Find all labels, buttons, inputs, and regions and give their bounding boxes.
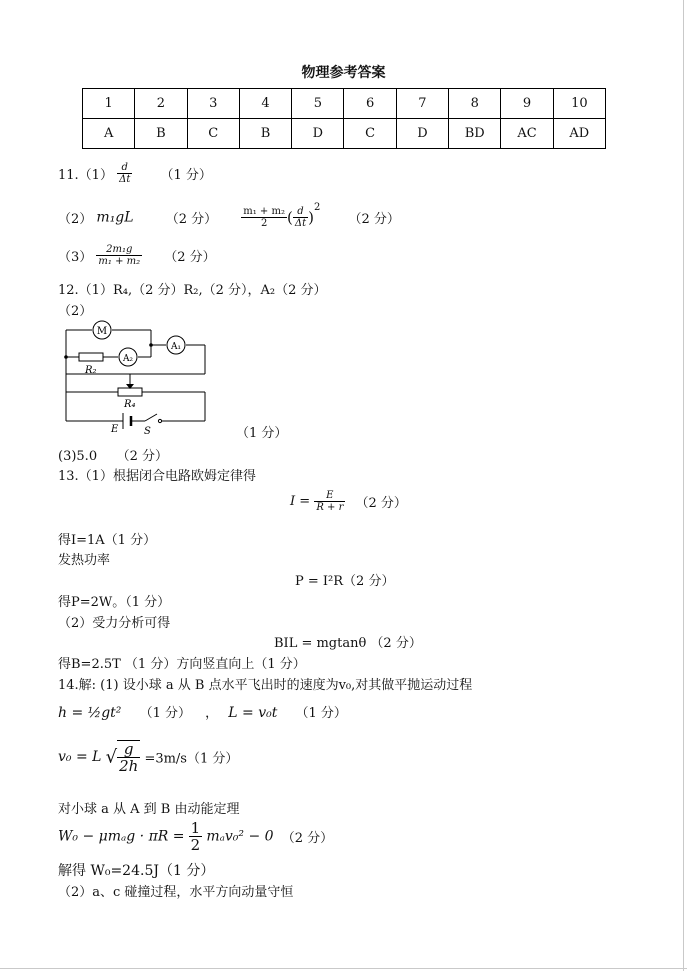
answer-table-number-row [83, 89, 606, 119]
table-cell: 3 [187, 89, 239, 119]
battery-icon [123, 413, 131, 429]
fraction-denominator: Δt [294, 218, 307, 229]
q13-line5: （2）受力分析可得 [58, 616, 171, 631]
table-cell: D [292, 119, 344, 149]
q14-eq1 [58, 702, 347, 721]
q12-circuit-score: （1 分） [236, 426, 288, 441]
q14-eq1b: L = v₀t [228, 705, 278, 721]
fraction-numerator: E [314, 490, 345, 502]
table-cell: 7 [396, 89, 448, 119]
fraction-denominator: 2 [260, 218, 268, 229]
q11-part2 [58, 201, 400, 229]
circuit-diagram [55, 318, 220, 438]
q11-p3-fraction [96, 244, 142, 267]
resistor-r2-icon [79, 353, 103, 361]
emf-e-label: E [111, 424, 119, 435]
q14-eq2 [58, 740, 238, 774]
q14-eq1b-score: （1 分） [295, 706, 347, 721]
q11-p2b-coefficient [241, 206, 287, 229]
fraction-denominator: 2 [190, 836, 201, 854]
q13-line2: 得I=1A（1 分） [58, 533, 157, 548]
fraction-numerator: m₁ + m₂ [243, 206, 285, 217]
resistor-r2-label: R₂ [85, 365, 97, 376]
q13-line4: 得P=2W。（1 分） [58, 595, 171, 610]
q14-eq3-half [189, 820, 203, 853]
q14-eq2-rhs: =3m/s（1 分） [144, 751, 239, 767]
q11-p3-score: （2 分） [164, 250, 216, 265]
table-cell: B [239, 119, 291, 149]
q13-eq1-fraction [314, 490, 345, 513]
q11-p2-score: （2 分） [165, 212, 218, 227]
q11-p2b-exponent: 2 [313, 201, 321, 213]
fraction-numerator: 1 [190, 819, 201, 837]
table-cell: 1 [83, 89, 135, 119]
q11-label: 11.（1） [58, 168, 113, 183]
table-cell: 6 [344, 89, 396, 119]
meter-a1-label: A₁ [170, 342, 182, 352]
circuit-node-icon [64, 355, 68, 359]
q13-eq1-lhs: I = [290, 494, 311, 509]
q12-line3: (3)5.0 （2 分） [58, 449, 168, 464]
switch-s-label: S [144, 426, 151, 437]
page-edge-bottom [0, 968, 687, 969]
page-edge-right [683, 0, 684, 971]
q11-p1-score: （1 分） [160, 168, 212, 183]
q14-eq3 [58, 820, 333, 853]
circuit-node-icon [149, 343, 153, 347]
table-cell: A [83, 119, 135, 149]
q13-eq2: P = I²R（2 分） [295, 574, 395, 589]
meter-a2-label: A₂ [122, 354, 134, 364]
switch-contact-icon [158, 419, 161, 422]
q11-p2b-inner-fraction [293, 206, 308, 229]
table-cell: 10 [553, 89, 605, 119]
q13-line1: 13.（1）根据闭合电路欧姆定律得 [58, 469, 256, 484]
q14-line1: 14.解: (1) 设小球 a 从 B 点水平飞出时的速度为v₀,对其做平抛运动过程 [58, 678, 473, 693]
q14-eq2-lhs: v₀ = L [58, 749, 102, 765]
fraction-denominator: 2h [119, 757, 139, 775]
q11-part1 [58, 162, 212, 185]
fraction-numerator: 2m₁g [96, 244, 142, 256]
table-cell: D [396, 119, 448, 149]
q14-eq3-score: （2 分） [281, 831, 334, 846]
fraction-denominator: Δt [119, 174, 131, 185]
q13-line3: 发热功率 [58, 553, 111, 568]
q14-line2: 对小球 a 从 A 到 B 由动能定理 [58, 802, 240, 817]
q11-p3-label: （3） [58, 250, 93, 265]
q14-line3: 解得 W₀=24.5J（1 分） [58, 863, 215, 879]
fraction-numerator: d [293, 206, 308, 218]
q14-eq2-sqrt-fraction [117, 740, 140, 774]
q11-p2-expression: m₁gL [96, 209, 134, 226]
table-cell: C [187, 119, 239, 149]
table-cell: 2 [135, 89, 187, 119]
q14-eq3-lhs: W₀ − μmₐg · πR = [58, 828, 185, 845]
q13-eq3: BIL = mgtanθ （2 分） [274, 636, 422, 651]
q14-eq1a-score: （1 分） [139, 706, 191, 721]
q11-p2b-score: （2 分） [348, 212, 400, 227]
table-cell: 9 [501, 89, 553, 119]
sqrt-icon: √ [105, 746, 118, 768]
fraction-denominator: m₁ + m₂ [98, 256, 141, 267]
table-cell: 5 [292, 89, 344, 119]
fraction-numerator: d [117, 162, 132, 174]
paren-close: ) [308, 208, 314, 227]
rheostat-r4-label: R₄ [124, 399, 136, 410]
paren-open: ( [286, 208, 293, 227]
answer-table-answer-row [83, 119, 606, 149]
table-cell: B [135, 119, 187, 149]
q13-line6: 得B=2.5T （1 分）方向竖直向上（1 分） [58, 657, 306, 672]
table-cell: AD [553, 119, 605, 149]
q14-eq1a: h = ½gt² [58, 705, 122, 721]
answer-table [82, 88, 606, 149]
q12-line1: 12.（1）R₄,（2 分）R₂,（2 分），A₂（2 分） [58, 283, 327, 298]
table-cell: C [344, 119, 396, 149]
q12-line2: （2） [58, 304, 93, 319]
page-title: 物理参考答案 [301, 65, 386, 81]
table-cell: BD [449, 119, 501, 149]
q11-p2-label: （2） [58, 212, 93, 227]
fraction-numerator: g [117, 741, 140, 758]
q13-eq1 [290, 490, 407, 513]
q13-eq1-score: （2 分） [355, 496, 407, 511]
q11-part3 [58, 244, 216, 267]
table-cell: 4 [239, 89, 291, 119]
q14-line4: （2）a、c 碰撞过程，水平方向动量守恒 [58, 885, 294, 900]
table-cell: AC [501, 119, 553, 149]
rheostat-r4-icon [118, 388, 142, 396]
q14-eq1-separator: ， [205, 706, 219, 721]
q14-eq3-rhs: mₐv₀² − 0 [206, 828, 274, 845]
fraction-denominator: R + r [316, 502, 344, 513]
q11-p1-fraction [117, 162, 132, 185]
meter-m-label: M [96, 326, 108, 337]
table-cell: 8 [449, 89, 501, 119]
